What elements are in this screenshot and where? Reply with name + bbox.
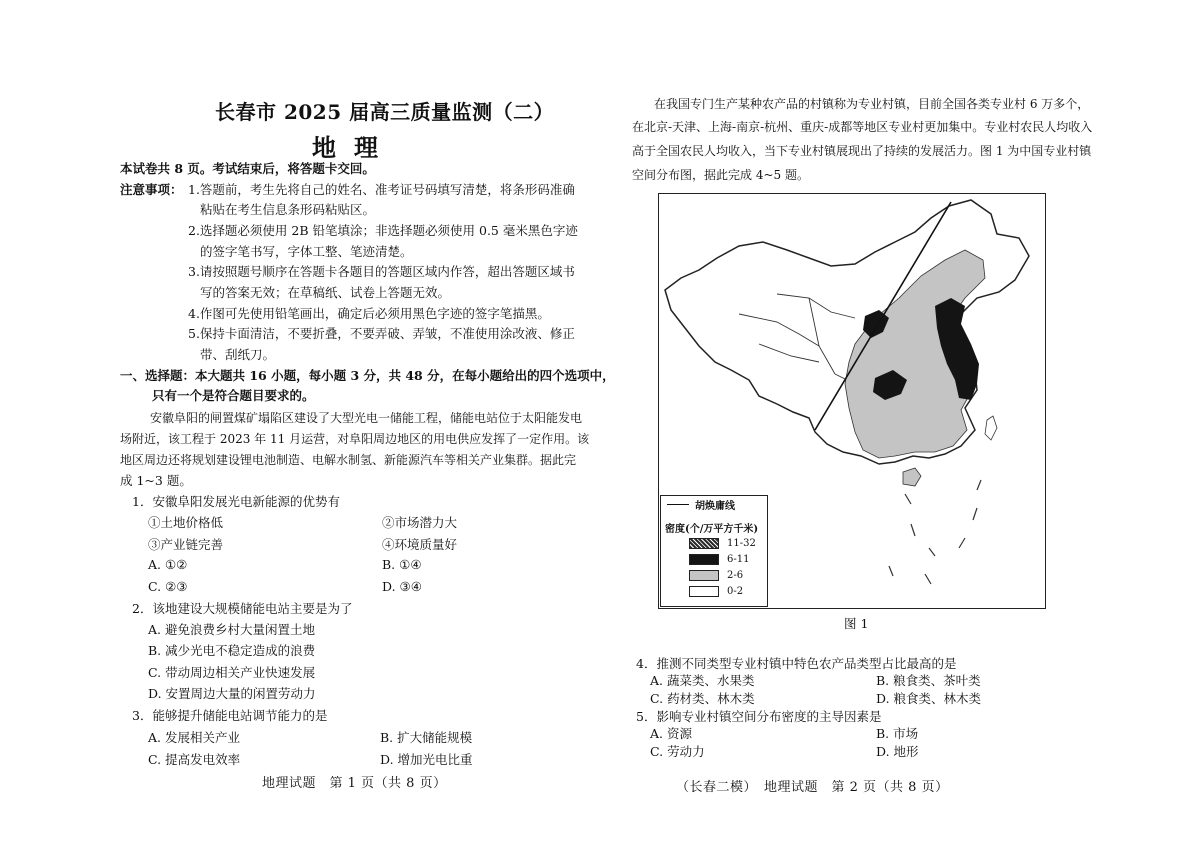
page-footer-right: （长春二模） 地理试题 第 2 页（共 8 页） bbox=[676, 780, 949, 795]
answer-option: C. 提高发电效率 bbox=[148, 752, 241, 767]
note-line: 3.请按照题号顺序在答题卡各题目的答题区域内作答，超出答题区域书 bbox=[188, 264, 575, 279]
question-stem: 2．该地建设大规模储能电站主要是为了 bbox=[132, 601, 353, 616]
note-line: 粘贴在考生信息条形码粘贴区。 bbox=[200, 202, 376, 217]
legend-line-symbol bbox=[667, 504, 689, 505]
legend-swatch bbox=[689, 554, 719, 565]
answer-option: B. ①④ bbox=[382, 557, 422, 572]
legend-label: 0-2 bbox=[727, 586, 744, 597]
legend-swatch bbox=[689, 538, 719, 549]
hainan-island bbox=[903, 468, 921, 486]
subject-title: 地理 bbox=[312, 133, 396, 162]
note-line: 1.答题前，考生先将自己的姓名、准考证号码填写清楚，将条形码准确 bbox=[188, 182, 575, 197]
note-line: 写的答案无效；在草稿纸、试卷上答题无效。 bbox=[200, 285, 451, 300]
answer-option: D. 粮食类、林木类 bbox=[876, 691, 982, 706]
answer-option: B. 粮食类、茶叶类 bbox=[876, 673, 981, 688]
answer-option: C. 劳动力 bbox=[650, 744, 705, 759]
statement-item: ①土地价格低 bbox=[148, 515, 224, 530]
exam-title: 长春市 2025 届高三质量监测（二） bbox=[215, 100, 555, 124]
legend-label: 2-6 bbox=[727, 570, 744, 581]
legend-title: 密度(个/万平方千米) bbox=[665, 524, 759, 535]
answer-option: A. 资源 bbox=[650, 726, 692, 741]
passage-line: 成 1~3 题。 bbox=[120, 473, 192, 488]
passage-line: 安徽阜阳的闸置煤矿塌陷区建设了大型光电一储能工程，储能电站位于太阳能发电 bbox=[150, 411, 583, 425]
figure-caption: 图 1 bbox=[844, 616, 869, 631]
answer-option: A. 蔬菜类、水果类 bbox=[650, 673, 755, 688]
page-footer-left: 地理试题 第 1 页（共 8 页） bbox=[262, 776, 447, 791]
statement-item: ②市场潜力大 bbox=[382, 515, 458, 530]
answer-option: C. ②③ bbox=[148, 579, 188, 594]
note-line: 带、刮纸刀。 bbox=[200, 347, 276, 362]
intro-text: 本试卷共 8 页。考试结束后，将答题卡交回。 bbox=[120, 161, 375, 176]
answer-option: D. 地形 bbox=[876, 744, 919, 759]
legend-swatch bbox=[689, 586, 719, 597]
question-stem: 5．影响专业村镇空间分布密度的主导因素是 bbox=[636, 709, 882, 724]
note-line: 2.选择题必须使用 2B 铅笔填涂；非选择题必须使用 0.5 毫米黑色字迹 bbox=[188, 223, 578, 238]
passage-line: 空间分布图，据此完成 4~5 题。 bbox=[632, 168, 809, 182]
passage-line: 地区周边还将规划建设锂电池制造、电解水制氢、新能源汽车等相关产业集群。据此完 bbox=[120, 453, 577, 467]
answer-option: A. 避免浪费乡村大量闲置土地 bbox=[148, 622, 315, 637]
china-outline bbox=[665, 200, 1029, 464]
question-stem: 3．能够提升储能电站调节能力的是 bbox=[132, 708, 328, 723]
legend-swatch bbox=[689, 570, 719, 581]
notes-label: 注意事项： bbox=[120, 182, 183, 197]
legend-label: 11-32 bbox=[727, 538, 756, 549]
legend-line-label: 胡焕庸线 bbox=[695, 501, 735, 512]
map-legend bbox=[660, 495, 768, 607]
passage-line: 在北京-天津、上海-南京-杭州、重庆-成都等地区专业村更加集中。专业村农民人均收入 bbox=[632, 120, 1093, 134]
passage-line: 在我国专门生产某种农产品的村镇称为专业村镇，目前全国各类专业村 6 万多个， bbox=[654, 97, 1090, 111]
note-line: 4.作图可先使用铅笔画出，确定后必须用黑色字迹的签字笔描黑。 bbox=[188, 306, 550, 321]
answer-option: C. 带动周边相关产业快速发展 bbox=[148, 665, 316, 680]
taiwan-island bbox=[985, 416, 997, 440]
statement-item: ④环境质量好 bbox=[382, 537, 458, 552]
statement-item: ③产业链完善 bbox=[148, 537, 224, 552]
passage-line: 高于全国农民人均收入，当下专业村镇展现出了持续的发展活力。图 1 为中国专业村镇 bbox=[632, 144, 1092, 158]
passage-line: 场附近，该工程于 2023 年 11 月运营，对阜阳周边地区的用电供应发挥了一定作用。该 bbox=[120, 432, 590, 446]
answer-option: D. ③④ bbox=[382, 579, 422, 594]
section-heading: 一、选择题：本大题共 16 小题，每小题 3 分，共 48 分，在每小题给出的四个选项中， bbox=[120, 368, 615, 383]
answer-option: B. 市场 bbox=[876, 726, 919, 741]
legend-label: 6-11 bbox=[727, 554, 750, 565]
question-stem: 4．推测不同类型专业村镇中特色农产品类型占比最高的是 bbox=[636, 656, 957, 671]
answer-option: D. 安置周边大量的闲置劳动力 bbox=[148, 686, 316, 701]
note-line: 的签字笔书写，字体工整、笔迹清楚。 bbox=[200, 244, 413, 259]
answer-option: B. 扩大储能规模 bbox=[380, 730, 473, 745]
answer-option: D. 增加光电比重 bbox=[380, 752, 473, 767]
answer-option: A. ①② bbox=[148, 557, 188, 572]
south-china-sea-marks bbox=[889, 480, 981, 584]
answer-option: A. 发展相关产业 bbox=[148, 730, 240, 745]
answer-option: C. 药材类、林木类 bbox=[650, 691, 755, 706]
section-heading-cont: 只有一个是符合题目要求的。 bbox=[152, 388, 315, 403]
note-line: 5.保持卡面清洁，不要折叠，不要弄破、弄皱，不准使用涂改液、修正 bbox=[188, 326, 575, 341]
question-stem: 1．安徽阜阳发展光电新能源的优势有 bbox=[132, 494, 340, 509]
answer-option: B. 减少光电不稳定造成的浪费 bbox=[148, 643, 316, 658]
